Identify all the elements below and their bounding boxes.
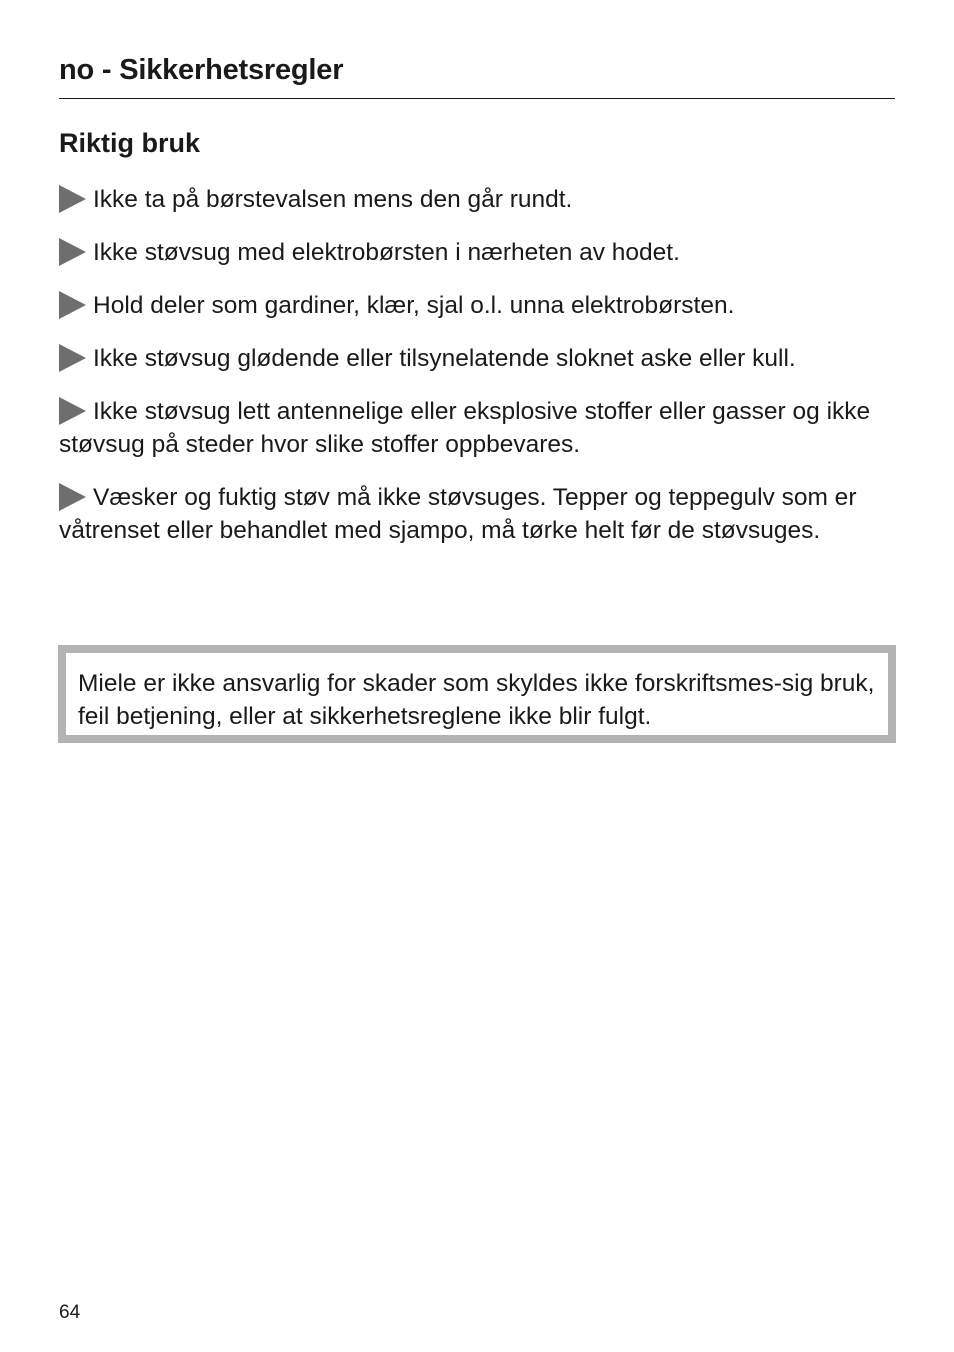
rule-text: Hold deler som gardiner, klær, sjal o.l. unna elektrobørsten.	[93, 292, 735, 319]
triangle-right-icon	[59, 238, 86, 266]
page-title: no - Sikkerhetsregler	[59, 54, 344, 86]
list-item	[59, 481, 899, 547]
list-item	[59, 236, 899, 269]
rule-text: Ikke støvsug lett antennelige eller eksplosive stoffer eller gasser og ikke støvsug på steder hvor slike stoffer oppbevares.	[59, 398, 871, 458]
page-number: 64	[59, 1302, 81, 1323]
list-item	[59, 342, 899, 375]
triangle-right-icon	[59, 483, 86, 511]
list-item	[59, 395, 899, 461]
notice-text: Miele er ikke ansvarlig for skader som skyldes ikke forskriftsmes-sig bruk, feil betjening, eller at sikkerhetsreglene ikke blir fulgt.	[66, 653, 888, 735]
triangle-right-icon	[59, 185, 86, 213]
triangle-right-icon	[59, 291, 86, 319]
triangle-right-icon	[59, 397, 86, 425]
list-item	[59, 289, 899, 322]
notice-box	[58, 645, 896, 743]
rule-text: Ikke støvsug glødende eller tilsynelatende sloknet aske eller kull.	[93, 345, 796, 372]
rule-text: Ikke ta på børstevalsen mens den går rundt.	[93, 186, 573, 213]
list-item	[59, 183, 899, 216]
triangle-right-icon	[59, 344, 86, 372]
section-header	[59, 52, 895, 99]
safety-rules-list	[59, 183, 899, 567]
rule-text: Væsker og fuktig støv må ikke støvsuges. Tepper og teppegulv som er våtrenset eller behandlet med sjampo, må tørke helt før de støvsuges.	[59, 484, 857, 544]
rule-text: Ikke støvsug med elektrobørsten i nærheten av hodet.	[93, 239, 680, 266]
section-heading: Riktig bruk	[59, 128, 201, 158]
